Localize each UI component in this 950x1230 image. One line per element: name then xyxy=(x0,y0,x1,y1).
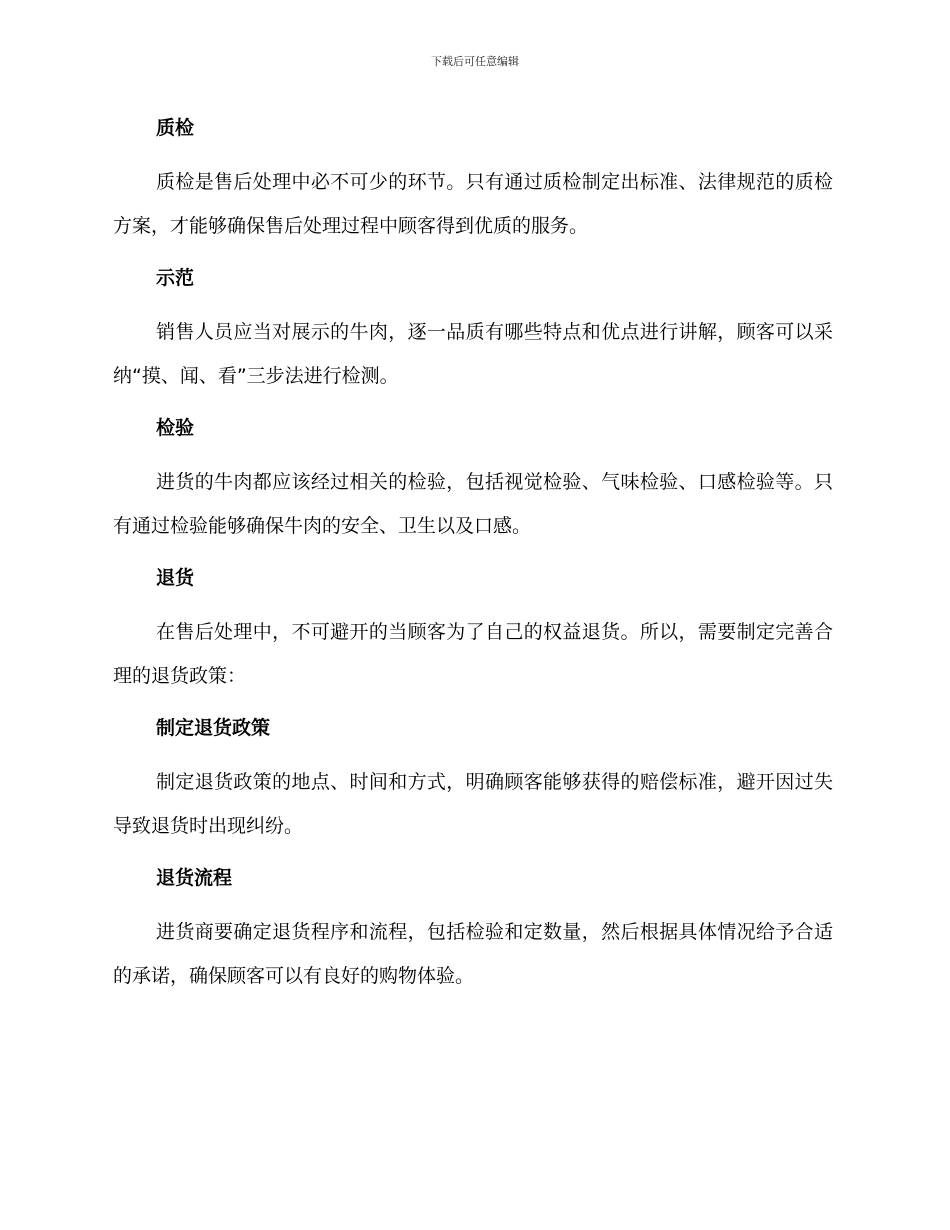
section-demonstration xyxy=(113,258,833,398)
document-body xyxy=(113,108,833,1008)
section-heading: 质检 xyxy=(156,117,195,139)
section-inspection xyxy=(113,408,833,548)
section-paragraph: 制定退货政策的地点、时间和方式，明确顾客能够获得的赔偿标准，避开因过失导致退货时出现纠纷。 xyxy=(113,771,833,837)
section-paragraph: 进货商要确定退货程序和流程，包括检验和定数量，然后根据具体情况给予合适的承诺，确保顾客可以有良好的购物体验。 xyxy=(113,921,833,987)
section-paragraph: 销售人员应当对展示的牛肉，逐一品质有哪些特点和优点进行讲解，顾客可以采纳“摸、闻、看”三步法进行检测。 xyxy=(113,321,833,387)
section-heading: 示范 xyxy=(156,267,195,289)
section-returns xyxy=(113,558,833,698)
section-return-policy xyxy=(113,708,833,848)
page-header: 下载后可任意编辑 xyxy=(431,55,519,68)
section-heading: 检验 xyxy=(156,417,195,439)
section-paragraph: 质检是售后处理中必不可少的环节。只有通过质检制定出标准、法律规范的质检方案，才能够确保售后处理过程中顾客得到优质的服务。 xyxy=(113,171,833,237)
section-paragraph: 进货的牛肉都应该经过相关的检验，包括视觉检验、气味检验、口感检验等。只有通过检验能够确保牛肉的安全、卫生以及口感。 xyxy=(113,471,833,537)
section-paragraph: 在售后处理中，不可避开的当顾客为了自己的权益退货。所以，需要制定完善合理的退货政策： xyxy=(113,621,833,687)
section-heading: 制定退货政策 xyxy=(156,717,271,739)
section-quality-check xyxy=(113,108,833,248)
section-return-process xyxy=(113,858,833,998)
section-heading: 退货 xyxy=(156,567,195,589)
section-heading: 退货流程 xyxy=(156,867,233,889)
